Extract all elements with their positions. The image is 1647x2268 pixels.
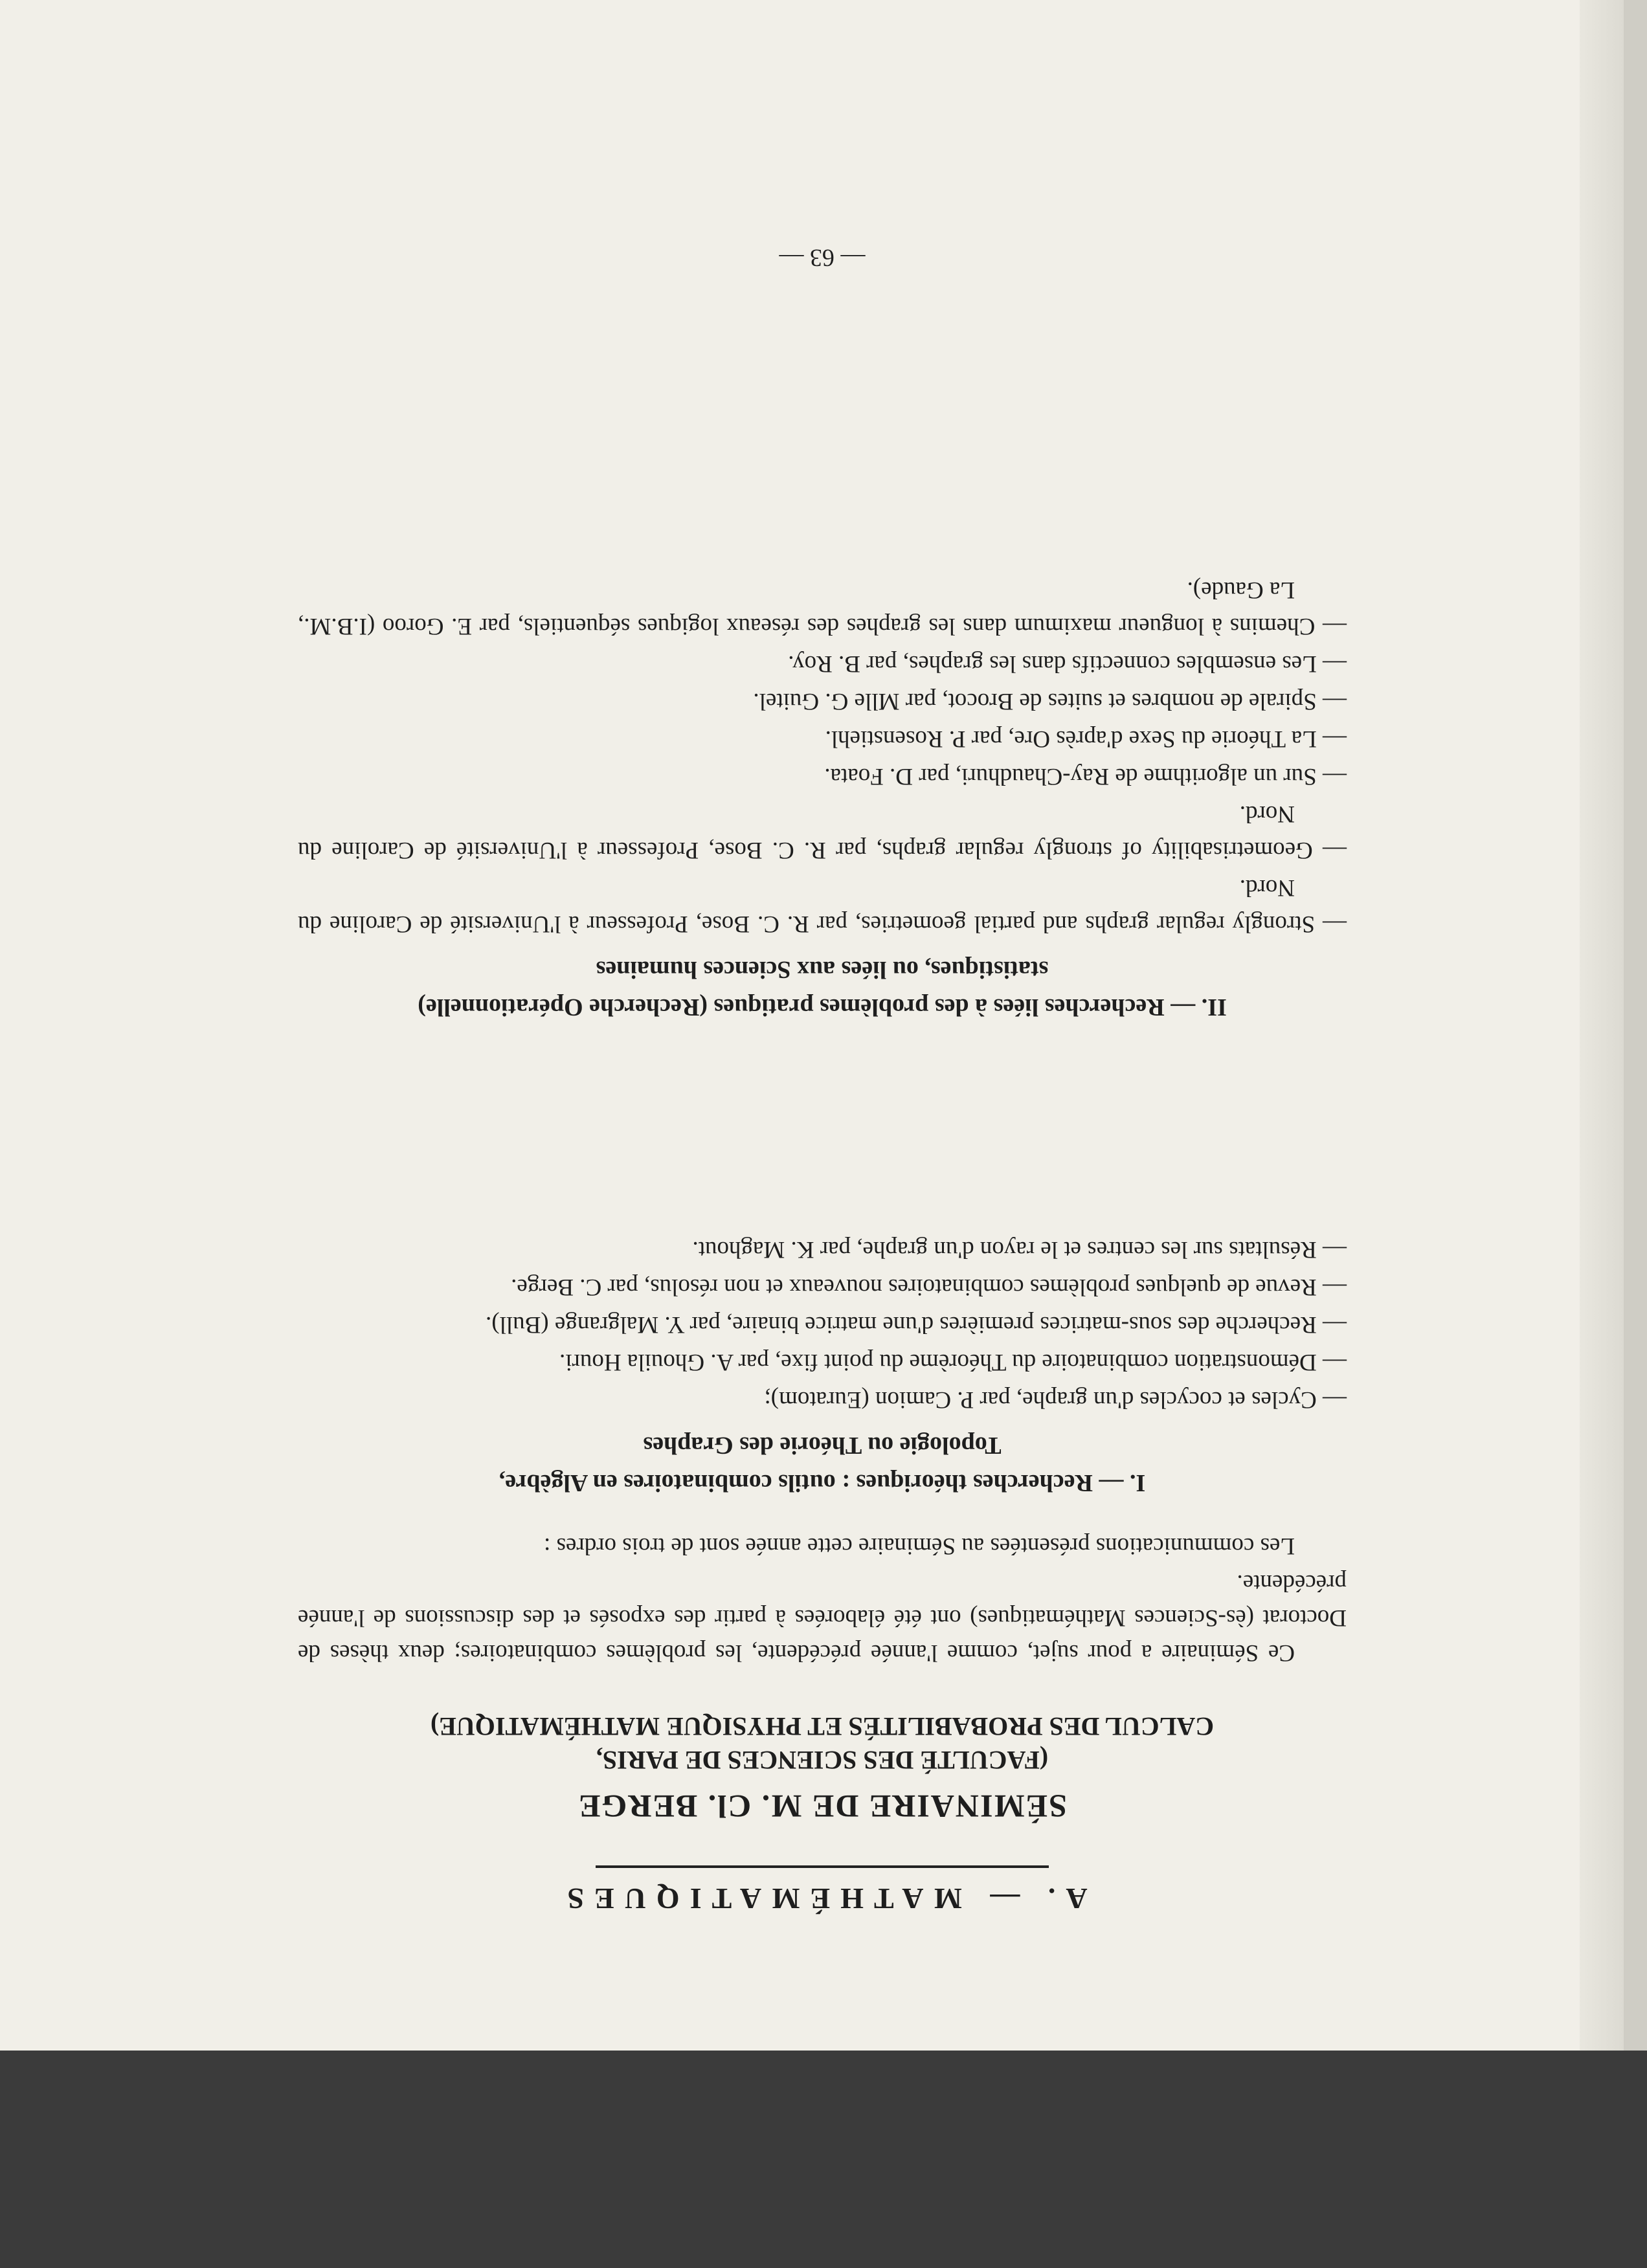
list-item: — Spirale de nombres et suites de Brocot, par Mlle G. Guitel. bbox=[753, 688, 1347, 715]
list-item: — Démonstration combinatoire du Théorème du point fixe, par A. Ghouila Houri. bbox=[559, 1349, 1347, 1375]
list-item: — Strongly regular graphs and partial geometries, par R. C. Bose, Professeur à l'Université de Caroline du Nord. bbox=[298, 874, 1347, 937]
page-number: — 63 — bbox=[779, 244, 866, 271]
list-item: — Revue de quelques problèmes combinatoires nouveaux et non résolus, par C. Berge. bbox=[511, 1274, 1347, 1300]
paper-edge-shadow bbox=[1580, 0, 1624, 2051]
scanner-lid-strip bbox=[1624, 0, 1647, 2051]
list-item: — La Théorie du Sexe d'après Ore, par P. Rosenstiehl. bbox=[825, 726, 1347, 752]
list-item: — Résultats sur les centres et le rayon d'un graphe, par K. Maghout. bbox=[692, 1236, 1347, 1263]
section-heading: A. — MATHÉMATIQUES bbox=[557, 1882, 1088, 1915]
affiliation-line: (FACULTÉ DES SCIENCES DE PARIS, bbox=[596, 1746, 1049, 1775]
heading-line: Topologie ou Théorie des Graphes bbox=[643, 1432, 1002, 1459]
list-item: — Recherche des sous-matrices premières d'une matrice binaire, par Y. Malgrange (Bull). bbox=[486, 1311, 1347, 1338]
section-heading-underline bbox=[596, 1865, 1049, 1868]
list-item: — Chemins à longueur maximum dans les graphes des réseaux logiques séquentiels, par E. Goroo (I.B.M., La Gaude). bbox=[298, 577, 1347, 639]
list-item: — Les ensembles connectifs dans les graphes, par B. Roy. bbox=[788, 650, 1347, 677]
seminar-affiliation bbox=[298, 1709, 1347, 1777]
theory-communications-list bbox=[298, 1230, 1347, 1418]
applied-communications-list bbox=[298, 570, 1347, 942]
printed-page bbox=[298, 233, 1347, 1916]
heading-line: I. — Recherches théoriques : outils combinatoires en Algèbre, bbox=[499, 1469, 1146, 1496]
list-item: — Cycles et cocycles d'un graphe, par P. Camion (Euratom); bbox=[764, 1386, 1347, 1413]
intro-paragraph: Ce Séminaire a pour sujet, comme l'année précédente, les problèmes combinatoires; deux thèses de Doctorat (ès-Sciences Mathématiques) ont été élaborées à partir des exposés et des discussions de l'année précédente. bbox=[298, 1570, 1347, 1666]
theory-section-heading bbox=[298, 1427, 1347, 1502]
list-item: — Geometrisability of strongly regular graphs, par R. C. Bose, Professeur à l'Université de Caroline du Nord. bbox=[298, 801, 1347, 863]
affiliation-line: CALCUL DES PROBABILITÉS ET PHYSIQUE MATHÉMATIQUE) bbox=[430, 1712, 1215, 1741]
orders-intro-paragraph: Les communications présentées au Séminaire cette année sont de trois ordres : bbox=[544, 1533, 1295, 1559]
heading-line: statistiques, ou liées aux Sciences humaines bbox=[596, 956, 1049, 983]
applied-section-heading bbox=[298, 951, 1347, 1026]
heading-line: II. — Recherches liées à des problèmes pratiques (Recherche Opérationnelle) bbox=[418, 994, 1227, 1021]
list-item: — Sur un algorithme de Ray-Chaudhuri, par D. Foata. bbox=[824, 763, 1347, 790]
seminar-title: SÉMINAIRE DE M. Cl. BERGE bbox=[577, 1788, 1067, 1825]
